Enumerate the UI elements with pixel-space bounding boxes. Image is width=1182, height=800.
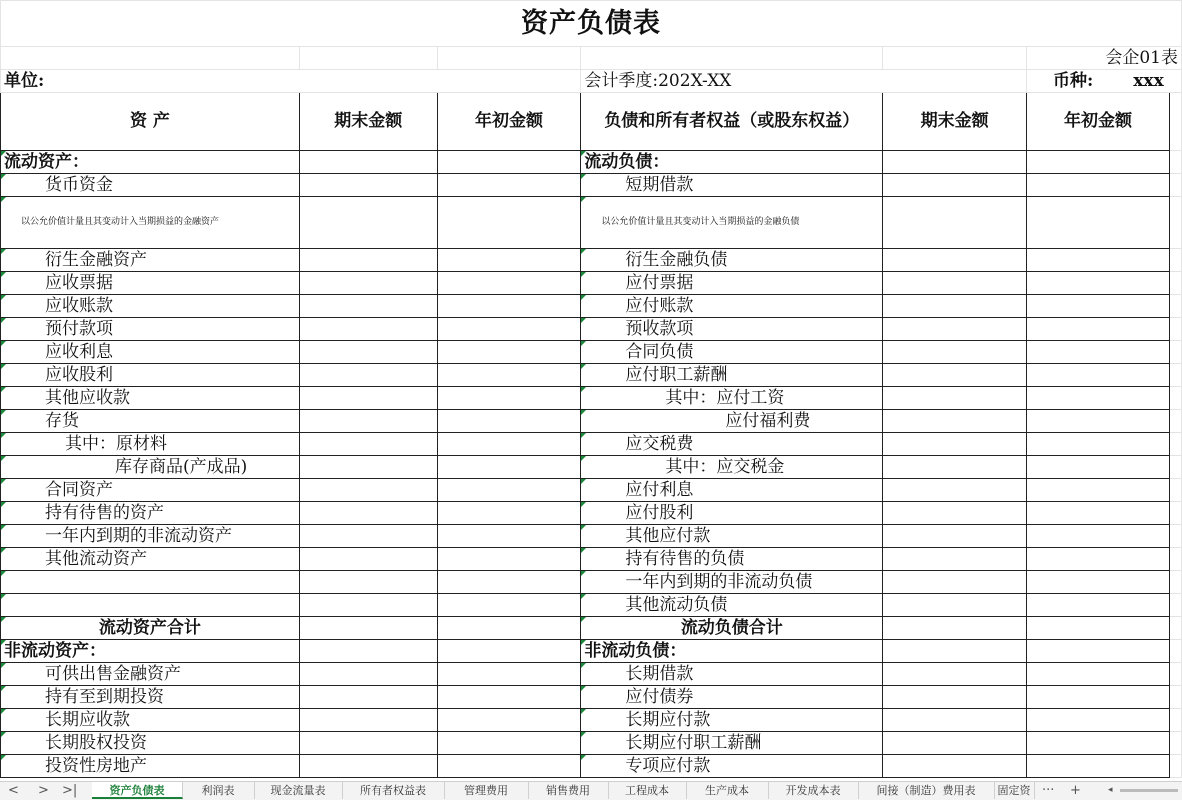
asset-begin-amount-cell[interactable] — [437, 456, 581, 479]
liability-begin-amount-cell[interactable] — [1027, 364, 1170, 387]
asset-begin-amount-cell[interactable] — [437, 410, 581, 433]
asset-begin-amount-cell[interactable] — [437, 151, 581, 174]
liability-begin-amount-cell[interactable] — [1027, 341, 1170, 364]
liability-end-amount-cell[interactable] — [883, 249, 1027, 272]
tab-nav-prev[interactable]: < — [8, 783, 19, 798]
header-end-amount-left[interactable]: 期末金额 — [299, 93, 437, 151]
asset-label[interactable]: 应收股利 — [1, 364, 300, 387]
table-row — [1, 249, 1182, 272]
asset-end-amount-cell[interactable] — [299, 341, 437, 364]
asset-label[interactable]: 流动资产： — [1, 151, 300, 174]
asset-begin-amount-cell[interactable] — [437, 755, 581, 778]
table-row — [1, 174, 1182, 197]
header-begin-amount-right[interactable]: 年初金额 — [1027, 93, 1170, 151]
asset-end-amount-cell[interactable] — [299, 686, 437, 709]
liability-begin-amount-cell[interactable] — [1027, 663, 1170, 686]
liability-begin-amount-cell[interactable] — [1027, 479, 1170, 502]
period-label: 会计季度:202X-XX — [581, 70, 1027, 93]
asset-begin-amount-cell[interactable] — [437, 686, 581, 709]
asset-label[interactable]: 可供出售金融资产 — [1, 663, 300, 686]
asset-label[interactable]: 存货 — [1, 410, 300, 433]
asset-end-amount-cell[interactable] — [299, 617, 437, 640]
liability-end-amount-cell[interactable] — [883, 272, 1027, 295]
asset-label[interactable]: 一年内到期的非流动资产 — [1, 525, 300, 548]
liability-end-amount-cell[interactable] — [883, 571, 1027, 594]
liability-label[interactable]: 衍生金融负债 — [581, 249, 883, 272]
liability-label[interactable]: 专项应付款 — [581, 755, 883, 778]
liability-end-amount-cell[interactable] — [883, 594, 1027, 617]
header-begin-amount-left[interactable]: 年初金额 — [437, 93, 581, 151]
asset-label[interactable]: 应收账款 — [1, 295, 300, 318]
liability-begin-amount-cell[interactable] — [1027, 387, 1170, 410]
table-row — [1, 663, 1182, 686]
liability-label[interactable]: 长期借款 — [581, 663, 883, 686]
sheet-tab[interactable]: 工程成本 — [608, 782, 687, 799]
liability-end-amount-cell[interactable] — [883, 502, 1027, 525]
liability-end-amount-cell[interactable] — [883, 479, 1027, 502]
asset-label[interactable]: 持有至到期投资 — [1, 686, 300, 709]
liability-end-amount-cell[interactable] — [883, 174, 1027, 197]
asset-label[interactable]: 预付款项 — [1, 318, 300, 341]
asset-label[interactable]: 库存商品(产成品) — [1, 456, 300, 479]
liability-end-amount-cell[interactable] — [883, 525, 1027, 548]
liability-begin-amount-cell[interactable] — [1027, 433, 1170, 456]
liability-label[interactable]: 一年内到期的非流动负债 — [581, 571, 883, 594]
asset-begin-amount-cell[interactable] — [437, 364, 581, 387]
liability-label[interactable]: 预收款项 — [581, 318, 883, 341]
liability-end-amount-cell[interactable] — [883, 151, 1027, 174]
sheet-tab[interactable]: 所有者权益表 — [342, 782, 445, 799]
liability-label[interactable]: 应付账款 — [581, 295, 883, 318]
asset-label[interactable]: 持有待售的资产 — [1, 502, 300, 525]
sheet-tab[interactable]: 间接（制造）费用表 — [858, 782, 995, 799]
currency-label: 币种: — [1053, 70, 1094, 91]
asset-label[interactable]: 其他流动资产 — [1, 548, 300, 571]
liability-begin-amount-cell[interactable] — [1027, 174, 1170, 197]
asset-begin-amount-cell[interactable] — [437, 197, 581, 249]
asset-begin-amount-cell[interactable] — [437, 571, 581, 594]
asset-end-amount-cell[interactable] — [299, 387, 437, 410]
header-liabilities[interactable]: 负债和所有者权益（或股东权益） — [581, 93, 883, 151]
scroll-left-icon[interactable]: ◂ — [1108, 785, 1113, 795]
asset-begin-amount-cell[interactable] — [437, 709, 581, 732]
liability-begin-amount-cell[interactable] — [1027, 640, 1170, 663]
liability-begin-amount-cell[interactable] — [1027, 410, 1170, 433]
asset-begin-amount-cell[interactable] — [437, 318, 581, 341]
liability-end-amount-cell[interactable] — [883, 663, 1027, 686]
asset-end-amount-cell[interactable] — [299, 571, 437, 594]
asset-begin-amount-cell[interactable] — [437, 387, 581, 410]
asset-label[interactable]: 长期应收款 — [1, 709, 300, 732]
liability-label[interactable]: 应付股利 — [581, 502, 883, 525]
asset-label[interactable] — [1, 594, 300, 617]
liability-label[interactable]: 应交税费 — [581, 433, 883, 456]
liability-begin-amount-cell[interactable] — [1027, 456, 1170, 479]
liability-begin-amount-cell[interactable] — [1027, 548, 1170, 571]
asset-end-amount-cell[interactable] — [299, 709, 437, 732]
asset-begin-amount-cell[interactable] — [437, 502, 581, 525]
asset-end-amount-cell[interactable] — [299, 295, 437, 318]
asset-end-amount-cell[interactable] — [299, 272, 437, 295]
header-assets[interactable]: 资 产 — [1, 93, 300, 151]
sheet-tab[interactable]: 销售费用 — [528, 782, 609, 799]
liability-begin-amount-cell[interactable] — [1027, 295, 1170, 318]
liability-label[interactable]: 其他流动负债 — [581, 594, 883, 617]
liability-end-amount-cell[interactable] — [883, 617, 1027, 640]
asset-end-amount-cell[interactable] — [299, 174, 437, 197]
asset-end-amount-cell[interactable] — [299, 456, 437, 479]
liability-label[interactable]: 其中：应交税金 — [581, 456, 883, 479]
unit-label: 单位: — [1, 70, 581, 93]
tab-nav-last[interactable]: >| — [62, 783, 78, 798]
liability-begin-amount-cell[interactable] — [1027, 686, 1170, 709]
table-row — [1, 410, 1182, 433]
asset-begin-amount-cell[interactable] — [437, 525, 581, 548]
asset-end-amount-cell[interactable] — [299, 318, 437, 341]
table-row — [1, 755, 1182, 778]
asset-begin-amount-cell[interactable] — [437, 295, 581, 318]
liability-end-amount-cell[interactable] — [883, 387, 1027, 410]
table-row — [1, 479, 1182, 502]
asset-begin-amount-cell[interactable] — [437, 548, 581, 571]
liability-end-amount-cell[interactable] — [883, 410, 1027, 433]
asset-end-amount-cell[interactable] — [299, 410, 437, 433]
table-row — [1, 318, 1182, 341]
table-row — [1, 502, 1182, 525]
asset-end-amount-cell[interactable] — [299, 433, 437, 456]
liability-end-amount-cell[interactable] — [883, 197, 1027, 249]
asset-begin-amount-cell[interactable] — [437, 272, 581, 295]
sheet-tab[interactable]: 管理费用 — [444, 782, 529, 799]
horizontal-scrollbar[interactable] — [1120, 789, 1178, 792]
liability-label[interactable]: 长期应付款 — [581, 709, 883, 732]
asset-end-amount-cell[interactable] — [299, 663, 437, 686]
asset-begin-amount-cell[interactable] — [437, 479, 581, 502]
asset-label[interactable]: 流动资产合计 — [1, 617, 300, 640]
liability-label[interactable]: 非流动负债： — [581, 640, 883, 663]
liability-begin-amount-cell[interactable] — [1027, 272, 1170, 295]
asset-label[interactable]: 其他应收款 — [1, 387, 300, 410]
liability-label[interactable]: 应付债券 — [581, 686, 883, 709]
asset-end-amount-cell[interactable] — [299, 594, 437, 617]
liability-label[interactable]: 应付职工薪酬 — [581, 364, 883, 387]
asset-label[interactable]: 其中：原材料 — [1, 433, 300, 456]
liability-end-amount-cell[interactable] — [883, 433, 1027, 456]
asset-begin-amount-cell[interactable] — [437, 617, 581, 640]
asset-end-amount-cell[interactable] — [299, 732, 437, 755]
table-row — [1, 548, 1182, 571]
table-row — [1, 456, 1182, 479]
asset-label[interactable]: 非流动资产： — [1, 640, 300, 663]
asset-begin-amount-cell[interactable] — [437, 640, 581, 663]
asset-begin-amount-cell[interactable] — [437, 433, 581, 456]
liability-end-amount-cell[interactable] — [883, 732, 1027, 755]
sheet-title: 资产负债表 — [1, 1, 1182, 47]
asset-end-amount-cell[interactable] — [299, 364, 437, 387]
tab-nav-next[interactable]: > — [38, 783, 49, 798]
table-row — [1, 617, 1182, 640]
asset-begin-amount-cell[interactable] — [437, 249, 581, 272]
liability-begin-amount-cell[interactable] — [1027, 502, 1170, 525]
asset-begin-amount-cell[interactable] — [437, 341, 581, 364]
liability-label[interactable]: 合同负债 — [581, 341, 883, 364]
table-row — [1, 640, 1182, 663]
liability-label[interactable]: 应付利息 — [581, 479, 883, 502]
liability-end-amount-cell[interactable] — [883, 686, 1027, 709]
sheet-tab[interactable]: 资产负债表 — [92, 782, 183, 799]
liability-begin-amount-cell[interactable] — [1027, 151, 1170, 174]
asset-end-amount-cell[interactable] — [299, 525, 437, 548]
liability-end-amount-cell[interactable] — [883, 755, 1027, 778]
asset-end-amount-cell[interactable] — [299, 640, 437, 663]
liability-begin-amount-cell[interactable] — [1027, 732, 1170, 755]
liability-label[interactable]: 长期应付职工薪酬 — [581, 732, 883, 755]
table-row — [1, 433, 1182, 456]
liability-begin-amount-cell[interactable] — [1027, 571, 1170, 594]
sheet-tab[interactable]: 开发成本表 — [768, 782, 859, 799]
asset-end-amount-cell[interactable] — [299, 197, 437, 249]
table-row — [1, 525, 1182, 548]
currency-value: xxx — [1133, 70, 1164, 91]
liability-label[interactable]: 持有待售的负债 — [581, 548, 883, 571]
header-end-amount-right[interactable]: 期末金额 — [883, 93, 1027, 151]
table-row — [1, 732, 1182, 755]
table-row — [1, 151, 1182, 174]
liability-begin-amount-cell[interactable] — [1027, 249, 1170, 272]
asset-begin-amount-cell[interactable] — [437, 732, 581, 755]
asset-begin-amount-cell[interactable] — [437, 663, 581, 686]
liability-end-amount-cell[interactable] — [883, 341, 1027, 364]
asset-label[interactable]: 合同资产 — [1, 479, 300, 502]
table-row — [1, 341, 1182, 364]
liability-begin-amount-cell[interactable] — [1027, 197, 1170, 249]
table-row — [1, 272, 1182, 295]
table-row — [1, 594, 1182, 617]
asset-end-amount-cell[interactable] — [299, 548, 437, 571]
asset-label[interactable]: 货币资金 — [1, 174, 300, 197]
asset-end-amount-cell[interactable] — [299, 755, 437, 778]
sheet-tab[interactable]: 利润表 — [182, 782, 255, 799]
liability-end-amount-cell[interactable] — [883, 364, 1027, 387]
liability-begin-amount-cell[interactable] — [1027, 525, 1170, 548]
asset-end-amount-cell[interactable] — [299, 479, 437, 502]
liability-label[interactable]: 应付福利费 — [581, 410, 883, 433]
asset-end-amount-cell[interactable] — [299, 249, 437, 272]
asset-label[interactable]: 应收票据 — [1, 272, 300, 295]
liability-label[interactable]: 短期借款 — [581, 174, 883, 197]
table-row — [1, 364, 1182, 387]
sheet-tab[interactable]: 生产成本 — [686, 782, 769, 799]
liability-begin-amount-cell[interactable] — [1027, 594, 1170, 617]
liability-begin-amount-cell[interactable] — [1027, 755, 1170, 778]
liability-label[interactable]: 其他应付款 — [581, 525, 883, 548]
form-number: 会企01表 — [1027, 47, 1182, 70]
asset-label[interactable]: 应收利息 — [1, 341, 300, 364]
liability-begin-amount-cell[interactable] — [1027, 709, 1170, 732]
sheet-tab[interactable]: 现金流量表 — [254, 782, 343, 799]
liability-end-amount-cell[interactable] — [883, 456, 1027, 479]
asset-end-amount-cell[interactable] — [299, 502, 437, 525]
asset-label[interactable]: 衍生金融资产 — [1, 249, 300, 272]
sheet-tab-bar — [0, 781, 1182, 800]
liability-end-amount-cell[interactable] — [883, 640, 1027, 663]
liability-label[interactable]: 应付票据 — [581, 272, 883, 295]
liability-end-amount-cell[interactable] — [883, 548, 1027, 571]
asset-label[interactable]: 长期股权投资 — [1, 732, 300, 755]
asset-begin-amount-cell[interactable] — [437, 174, 581, 197]
table-row — [1, 686, 1182, 709]
table-row — [1, 197, 1182, 249]
liability-end-amount-cell[interactable] — [883, 318, 1027, 341]
liability-end-amount-cell[interactable] — [883, 295, 1027, 318]
table-row — [1, 571, 1182, 594]
currency-cell — [1027, 70, 1182, 93]
liability-label[interactable]: 以公允价值计量且其变动计入当期损益的金融负债 — [581, 197, 883, 249]
sheet-tab[interactable]: 固定资 — [994, 782, 1035, 799]
asset-end-amount-cell[interactable] — [299, 151, 437, 174]
table-row — [1, 387, 1182, 410]
asset-label[interactable] — [1, 571, 300, 594]
liability-end-amount-cell[interactable] — [883, 709, 1027, 732]
liability-begin-amount-cell[interactable] — [1027, 617, 1170, 640]
liability-begin-amount-cell[interactable] — [1027, 318, 1170, 341]
asset-label[interactable]: 以公允价值计量且其变动计入当期损益的金融资产 — [1, 197, 300, 249]
asset-label[interactable]: 投资性房地产 — [1, 755, 300, 778]
liability-label[interactable]: 流动负债合计 — [581, 617, 883, 640]
table-row — [1, 709, 1182, 732]
add-sheet-button[interactable]: + — [1070, 783, 1081, 798]
table-row — [1, 295, 1182, 318]
liability-label[interactable]: 流动负债： — [581, 151, 883, 174]
asset-begin-amount-cell[interactable] — [437, 594, 581, 617]
more-tabs-button[interactable]: ··· — [1042, 783, 1055, 798]
liability-label[interactable]: 其中：应付工资 — [581, 387, 883, 410]
